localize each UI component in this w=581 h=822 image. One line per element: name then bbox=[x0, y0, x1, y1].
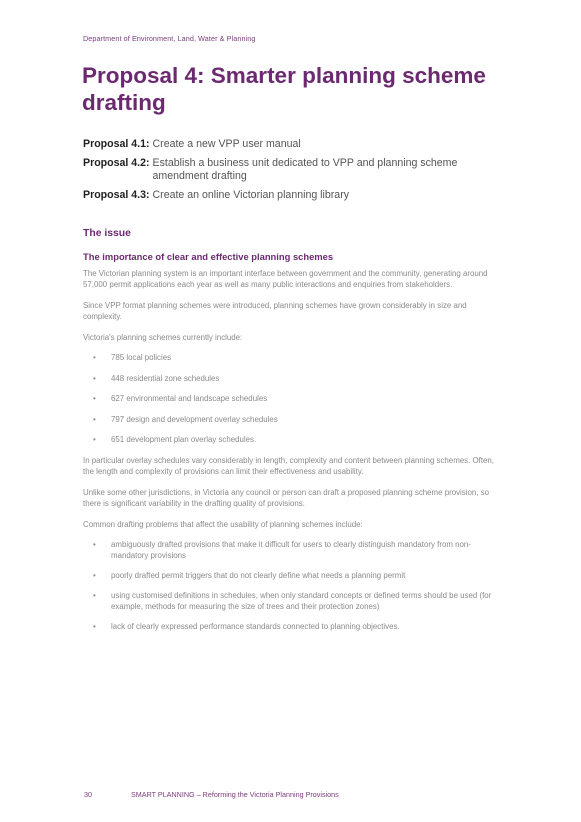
page-title: Proposal 4: Smarter planning scheme drafting bbox=[82, 63, 486, 115]
body-text bbox=[83, 268, 495, 642]
paragraph: Since VPP format planning schemes were introduced, planning schemes have grown considerably in size and complexity. bbox=[83, 300, 467, 322]
footer-text: SMART PLANNING – Reforming the Victoria Planning Provisions bbox=[131, 790, 339, 799]
list-item: • ambiguously drafted provisions that make it difficult for users to clearly distinguish mandatory from non-mandatory provisions bbox=[83, 539, 495, 562]
proposal-item bbox=[83, 189, 503, 203]
subsection-heading: The importance of clear and effective planning schemes bbox=[83, 251, 334, 262]
paragraph: The Victorian planning system is an important interface between government and the community, generating around 57,000 permit applications each year as well as many public interactions and enquiries from stakeholders. bbox=[83, 269, 488, 290]
list-item: • using customised definitions in schedules, when only standard concepts or defined terms should be used (for example, methods for measuring the size of trees and their protection zones) bbox=[83, 590, 495, 613]
proposal-text: Create a new VPP user manual bbox=[152, 138, 301, 150]
section-heading: The issue bbox=[83, 228, 131, 239]
department-header: Department of Environment, Land, Water & Planning bbox=[83, 34, 256, 43]
proposal-label: Proposal 4.3: bbox=[83, 188, 150, 201]
proposal-label: Proposal 4.1: bbox=[83, 138, 150, 150]
proposal-label: Proposal 4.2: bbox=[83, 156, 150, 169]
list-item: • poorly drafted permit triggers that do not clearly define what needs a planning permit bbox=[83, 570, 495, 581]
paragraph: Common drafting problems that affect the usability of planning schemes include: bbox=[83, 519, 363, 529]
scheme-count-list bbox=[83, 352, 495, 446]
page-number: 30 bbox=[84, 790, 92, 799]
proposal-item bbox=[83, 138, 503, 152]
list-item: • 448 residential zone schedules bbox=[83, 373, 495, 384]
paragraph: Unlike some other jurisdictions, in Victoria any council or person can draft a proposed planning scheme provision, so there is significant variability in the drafting quality of provisions. bbox=[83, 487, 489, 509]
paragraph: In particular overlay schedules vary considerably in length, complexity and content between planning schemes. Often, the length and complexity of provisions can limit their effectiveness and usability. bbox=[83, 456, 494, 477]
list-item: • lack of clearly expressed performance standards connected to planning objectives. bbox=[83, 621, 495, 632]
list-item: • 785 local policies bbox=[83, 352, 495, 363]
list-item: • 797 design and development overlay schedules bbox=[83, 414, 495, 425]
drafting-problems-list bbox=[83, 539, 495, 633]
list-item: • 651 development plan overlay schedules. bbox=[83, 434, 495, 445]
proposal-list bbox=[83, 138, 503, 207]
proposal-text: Establish a business unit dedicated to VPP and planning scheme amendment drafting bbox=[152, 156, 458, 182]
proposal-text: Create an online Victorian planning library bbox=[152, 188, 350, 201]
list-item: • 627 environmental and landscape schedules bbox=[83, 393, 495, 404]
proposal-item bbox=[83, 157, 503, 184]
paragraph: Victoria's planning schemes currently include: bbox=[83, 332, 243, 342]
